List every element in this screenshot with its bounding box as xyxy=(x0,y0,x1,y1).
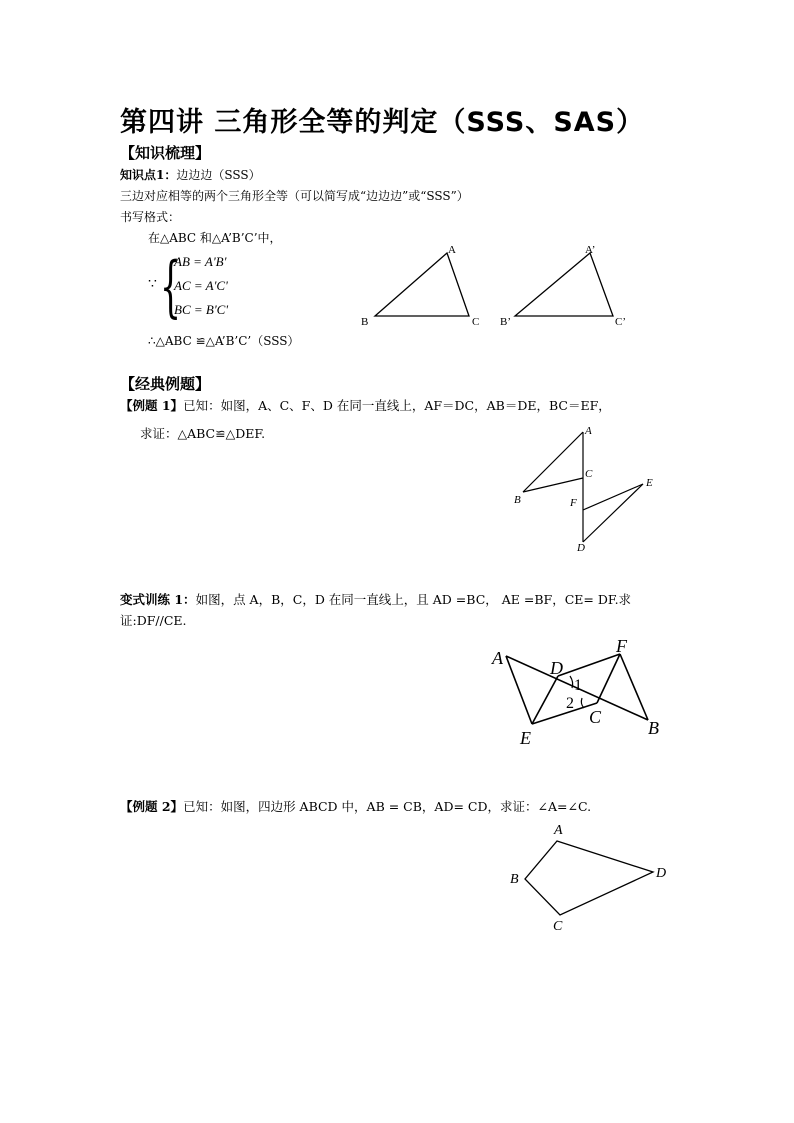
label-b: B xyxy=(648,718,659,738)
example1-text: 已知：如图，A、C、F、D 在同一直线上，AF＝DC，AB＝DE，BC＝EF， xyxy=(183,398,611,413)
label-b: B xyxy=(510,872,519,887)
label-f: F xyxy=(616,636,627,656)
format-intro: 在△ABC 和△A’B’C’中， xyxy=(148,231,282,245)
variant1-line xyxy=(120,590,631,608)
label-c: C xyxy=(472,316,480,328)
equation-ab: AB = A'B' xyxy=(174,254,227,269)
label-d: D xyxy=(550,658,563,678)
label-a: A xyxy=(585,425,592,437)
triangle-a-prime-b-prime-c-prime xyxy=(515,253,613,316)
label-d: D xyxy=(656,866,667,881)
label-c: C xyxy=(553,919,563,934)
section-heading-knowledge: 【知识梳理】 xyxy=(120,144,211,162)
angle-1-label: 1 xyxy=(574,677,582,694)
equation-bc: BC = B'C' xyxy=(174,302,229,317)
segment-bc xyxy=(523,478,583,492)
segment-ab xyxy=(523,432,583,492)
label-b: B xyxy=(514,494,521,506)
example1-figure xyxy=(505,420,665,560)
label-a: A xyxy=(554,823,563,838)
variant1-text: 如图，点 A，B，C，D 在同一直线上，且 AD =BC， AE =BF，CE= DF.求 xyxy=(195,592,632,607)
example1-prove: 求证：△ABC≌△DEF. xyxy=(140,426,266,441)
because-symbol: ∵ xyxy=(148,276,157,292)
label-b-prime: B’ xyxy=(500,316,511,328)
quadrilateral-abcd xyxy=(525,841,653,915)
segment-ef xyxy=(583,484,643,510)
label-a: A xyxy=(492,648,503,668)
example1-tag: 【例题 1】 xyxy=(120,398,184,413)
example2-tag: 【例题 2】 xyxy=(120,799,184,814)
knowledge-point-name: 边边边（SSS） xyxy=(176,168,261,182)
label-a-prime: A’ xyxy=(585,244,596,256)
sss-statement: 三边对应相等的两个三角形全等（可以简写成“边边边”或“SSS”） xyxy=(120,189,469,203)
equation-ac: AC = A'C' xyxy=(174,278,228,293)
section-heading-examples: 【经典例题】 xyxy=(120,375,211,393)
label-b: B xyxy=(361,316,369,328)
variant1-text-continued: 证:DF//CE. xyxy=(120,613,187,628)
label-e: E xyxy=(646,477,653,489)
label-d: D xyxy=(577,542,585,554)
label-f: F xyxy=(570,497,577,509)
format-conclusion: ∴△ABC ≌△A’B’C’（SSS） xyxy=(148,334,300,348)
variant1-tag: 变式训练 1： xyxy=(120,592,196,607)
label-c-prime: C’ xyxy=(615,316,626,328)
example2-figure xyxy=(505,815,680,940)
label-a: A xyxy=(448,244,456,256)
label-e: E xyxy=(520,728,531,748)
example2-text: 已知：如图，四边形 ABCD 中，AB = CB，AD= CD，求证：∠A=∠C. xyxy=(183,799,592,814)
example1-line xyxy=(120,396,611,414)
label-c: C xyxy=(589,707,602,727)
page-title: 第四讲 三角形全等的判定（SSS、SAS） xyxy=(120,107,645,138)
angle-2-label: 2 xyxy=(566,695,574,712)
knowledge-point-line xyxy=(120,166,261,183)
segment-de xyxy=(583,484,643,542)
equation-system xyxy=(148,250,268,328)
sss-triangles-figure xyxy=(355,238,645,333)
knowledge-point-label: 知识点1： xyxy=(120,168,177,182)
label-c: C xyxy=(585,468,593,480)
variant1-figure xyxy=(488,632,668,752)
format-label: 书写格式： xyxy=(120,210,181,224)
triangle-abc xyxy=(375,253,469,316)
left-brace: { xyxy=(160,248,181,325)
example2-line xyxy=(120,797,591,815)
